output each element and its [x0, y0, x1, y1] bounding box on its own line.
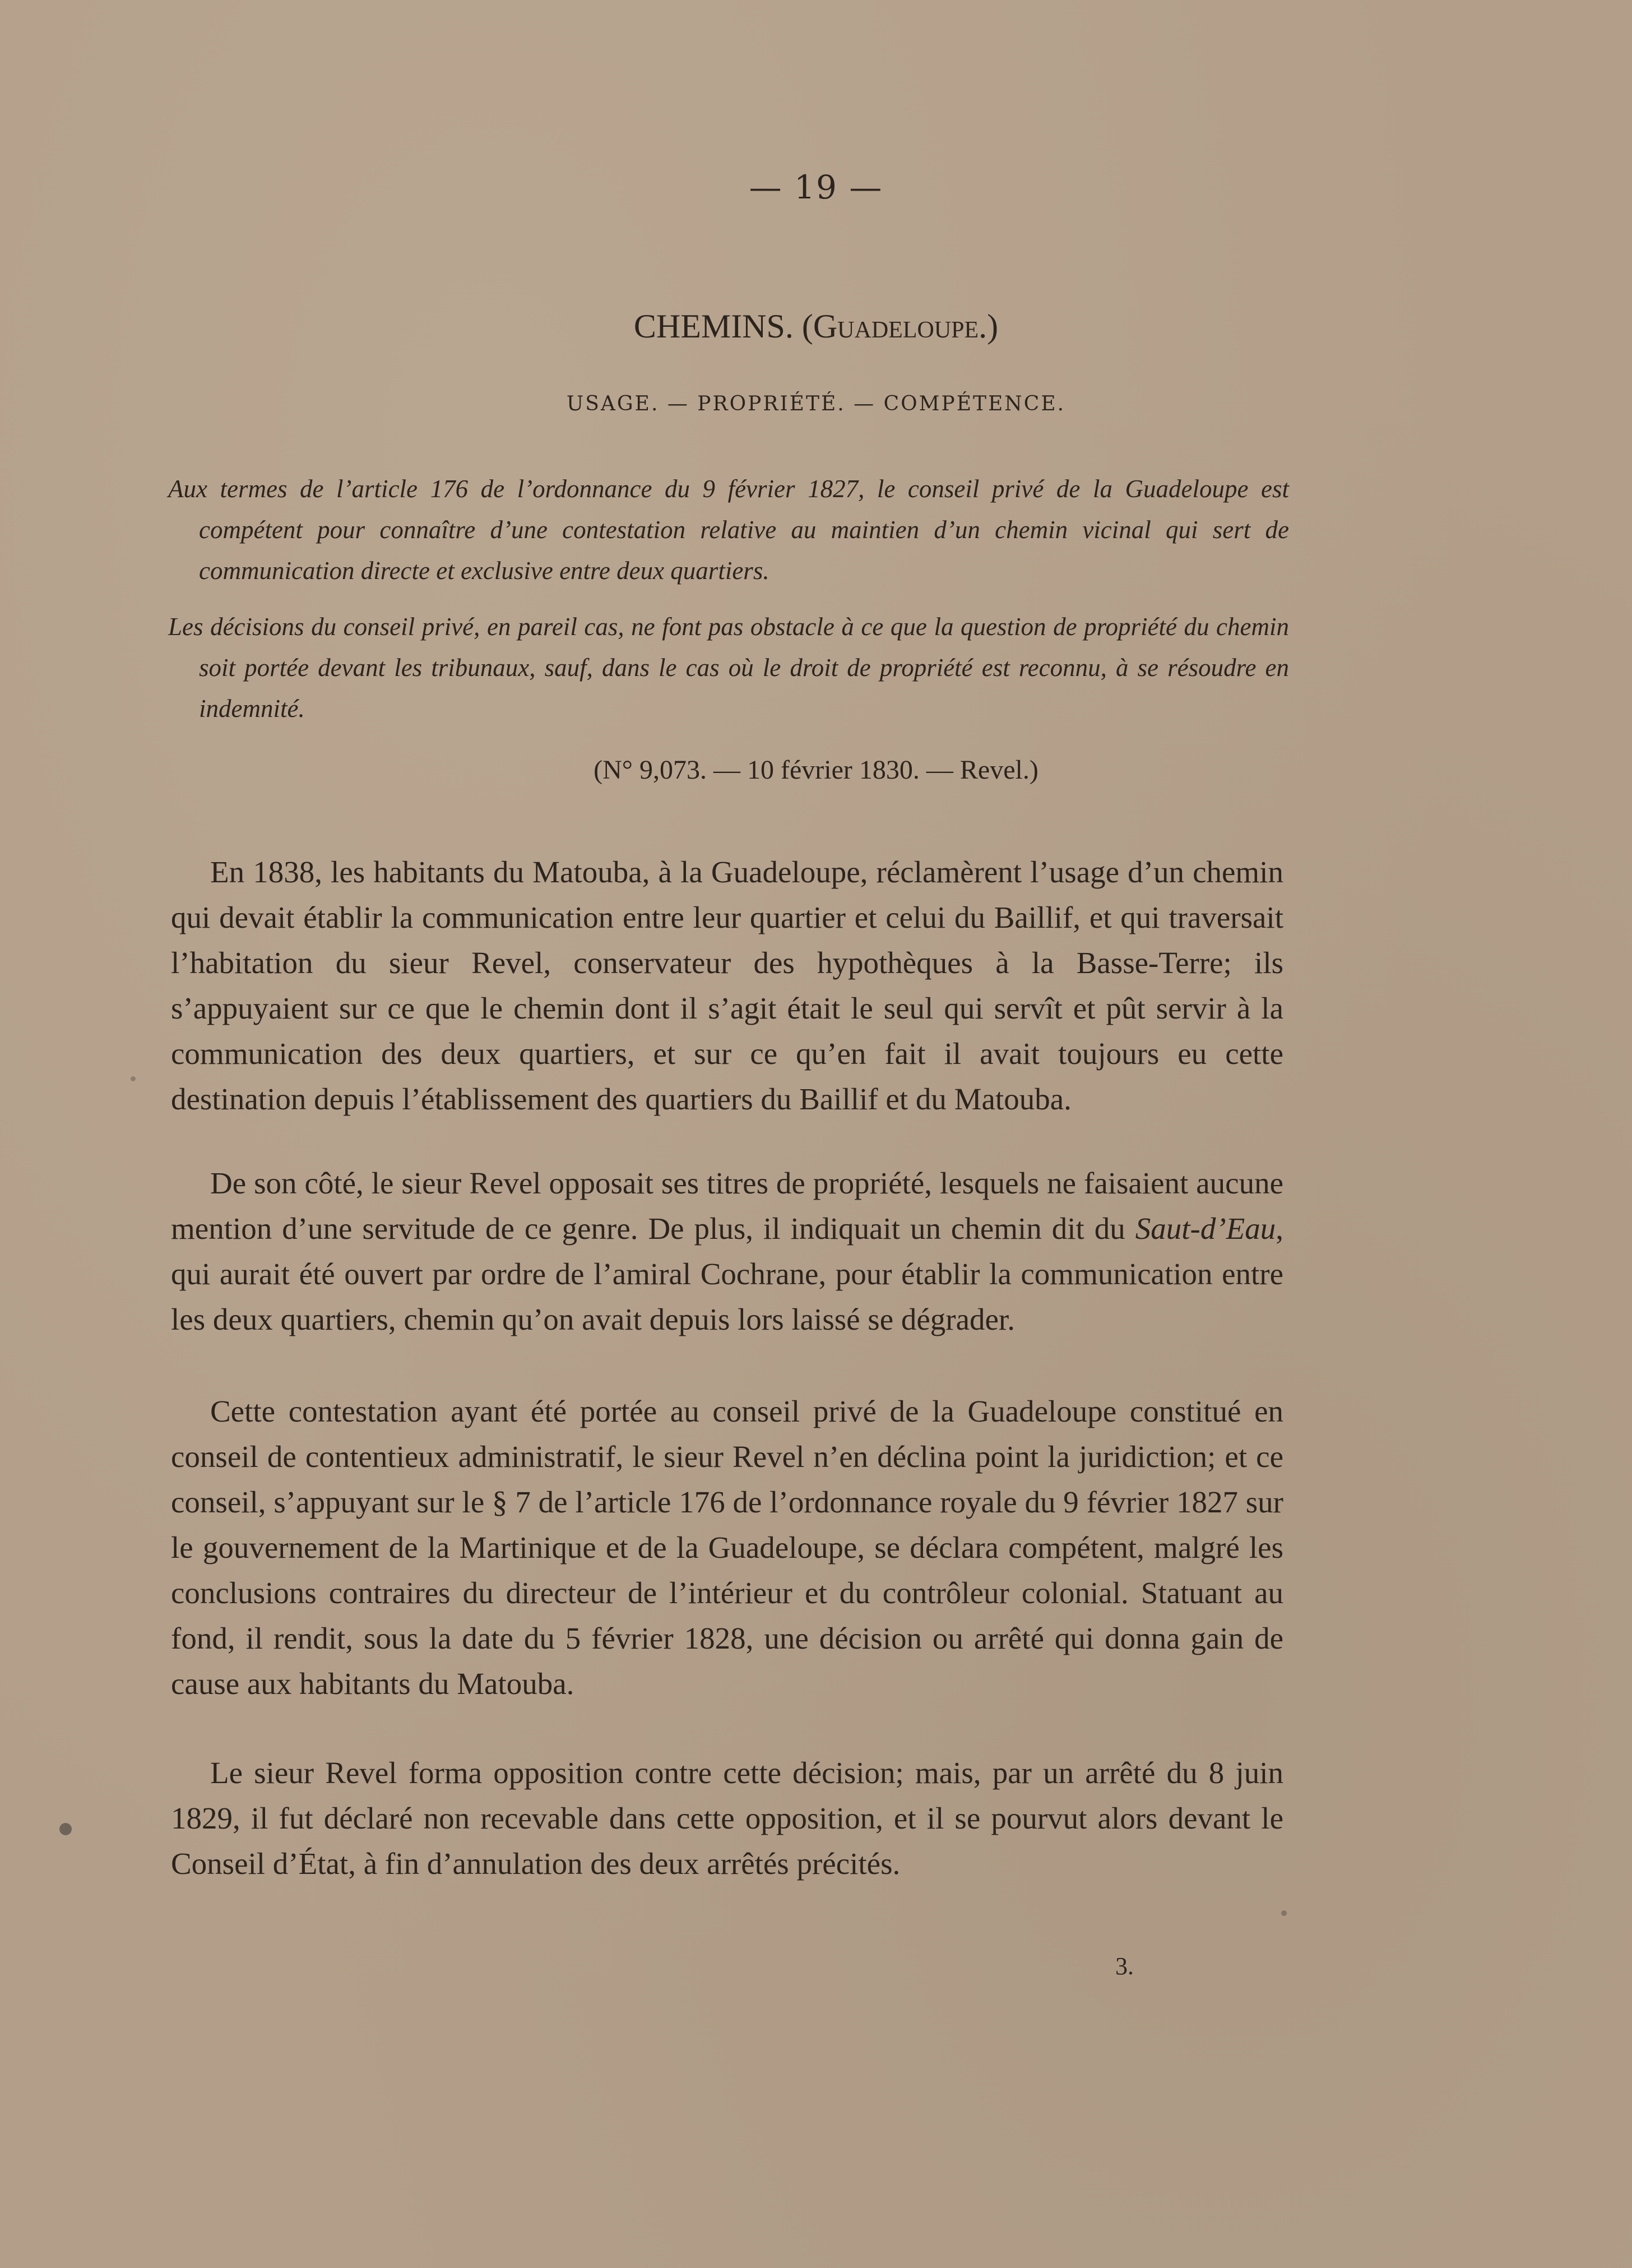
body-text: De son côté, le sieur Revel opposait ses titres de propriété, lesquels ne faisaient aucune mention d’une servitude de ce genre. De plus, il indiquait un chemin dit du [171, 1166, 1283, 1246]
place-name-italic: Saut-d’Eau [1135, 1211, 1276, 1246]
summary-paragraph: Aux termes de l’article 176 de l’ordonnance du 9 février 1827, le conseil privé de la Guadeloupe est compétent pour connaître d’une contestation relative au maintien d’un chemin vicinal qui sert de communication directe et exclusive entre deux quartiers. [168, 475, 1289, 585]
case-citation: (N° 9,073. — 10 février 1830. — Revel.) [594, 755, 1038, 785]
section-title-main: CHEMINS. [633, 308, 794, 345]
body-paragraph: Cette contestation ayant été portée au conseil privé de la Guadeloupe constitué en conseil de contentieux administratif, le sieur Revel n’en déclina point la juridiction; et ce conseil, s’appuyant sur le § 7 de l’article 176 de l’ordonnance royale du 9 février 1827 sur le gouvernement de la Martinique et de la Guadeloupe, se déclara compétent, malgré les conclusions contraires du directeur de l’intérieur et du contrôleur colonial. Statuant au fond, il rendit, sous la date du 5 février 1828, une décision ou arrêté qui donna gain de cause aux habitants du Matouba. [171, 1394, 1283, 1701]
summary-paragraph: Les décisions du conseil privé, en pareil cas, ne font pas obstacle à ce que la question de propriété du chemin soit portée devant les tribunaux, sauf, dans le cas où le droit de propriété est reconnu, à se résoudre en indemnité. [168, 613, 1289, 723]
paper-speck [131, 1076, 136, 1081]
body-paragraph [171, 1160, 1283, 1342]
section-subtitle: USAGE. — PROPRIÉTÉ. — COMPÉTENCE. [566, 392, 1066, 415]
section-title-region: (Guadeloupe.) [801, 308, 999, 345]
body-text: , qui aurait été ouvert par ordre de l’amiral Cochrane, pour établir la communication entre les deux quartiers, chemin qu’on avait depuis lors laissé se dégrader. [171, 1211, 1283, 1336]
page-number: — 19 — [749, 168, 883, 206]
body-paragraph: En 1838, les habitants du Matouba, à la Guadeloupe, réclamèrent l’usage d’un chemin qui devait établir la communication entre leur quartier et celui du Baillif, et qui traversait l’habitation du sieur Revel, conservateur des hypothèques à la Basse-Terre; ils s’appuyaient sur ce que le chemin dont il s’agit était le seul qui servît et pût servir à la communication des deux quartiers, et sur ce qu’en fait il avait toujours eu cette destination depuis l’établissement des quartiers du Baillif et du Matouba. [171, 855, 1283, 1116]
folio-signature: 3. [1115, 1952, 1134, 1980]
body-paragraph: Le sieur Revel forma opposition contre cette décision; mais, par un arrêté du 8 juin 1829, il fut déclaré non recevable dans cette opposition, et il se pourvut alors devant le Conseil d’État, à fin d’annulation des deux arrêtés précités. [171, 1756, 1283, 1881]
paper-speck [59, 1823, 72, 1835]
paper-speck [1281, 1910, 1287, 1916]
section-title [0, 307, 1632, 346]
